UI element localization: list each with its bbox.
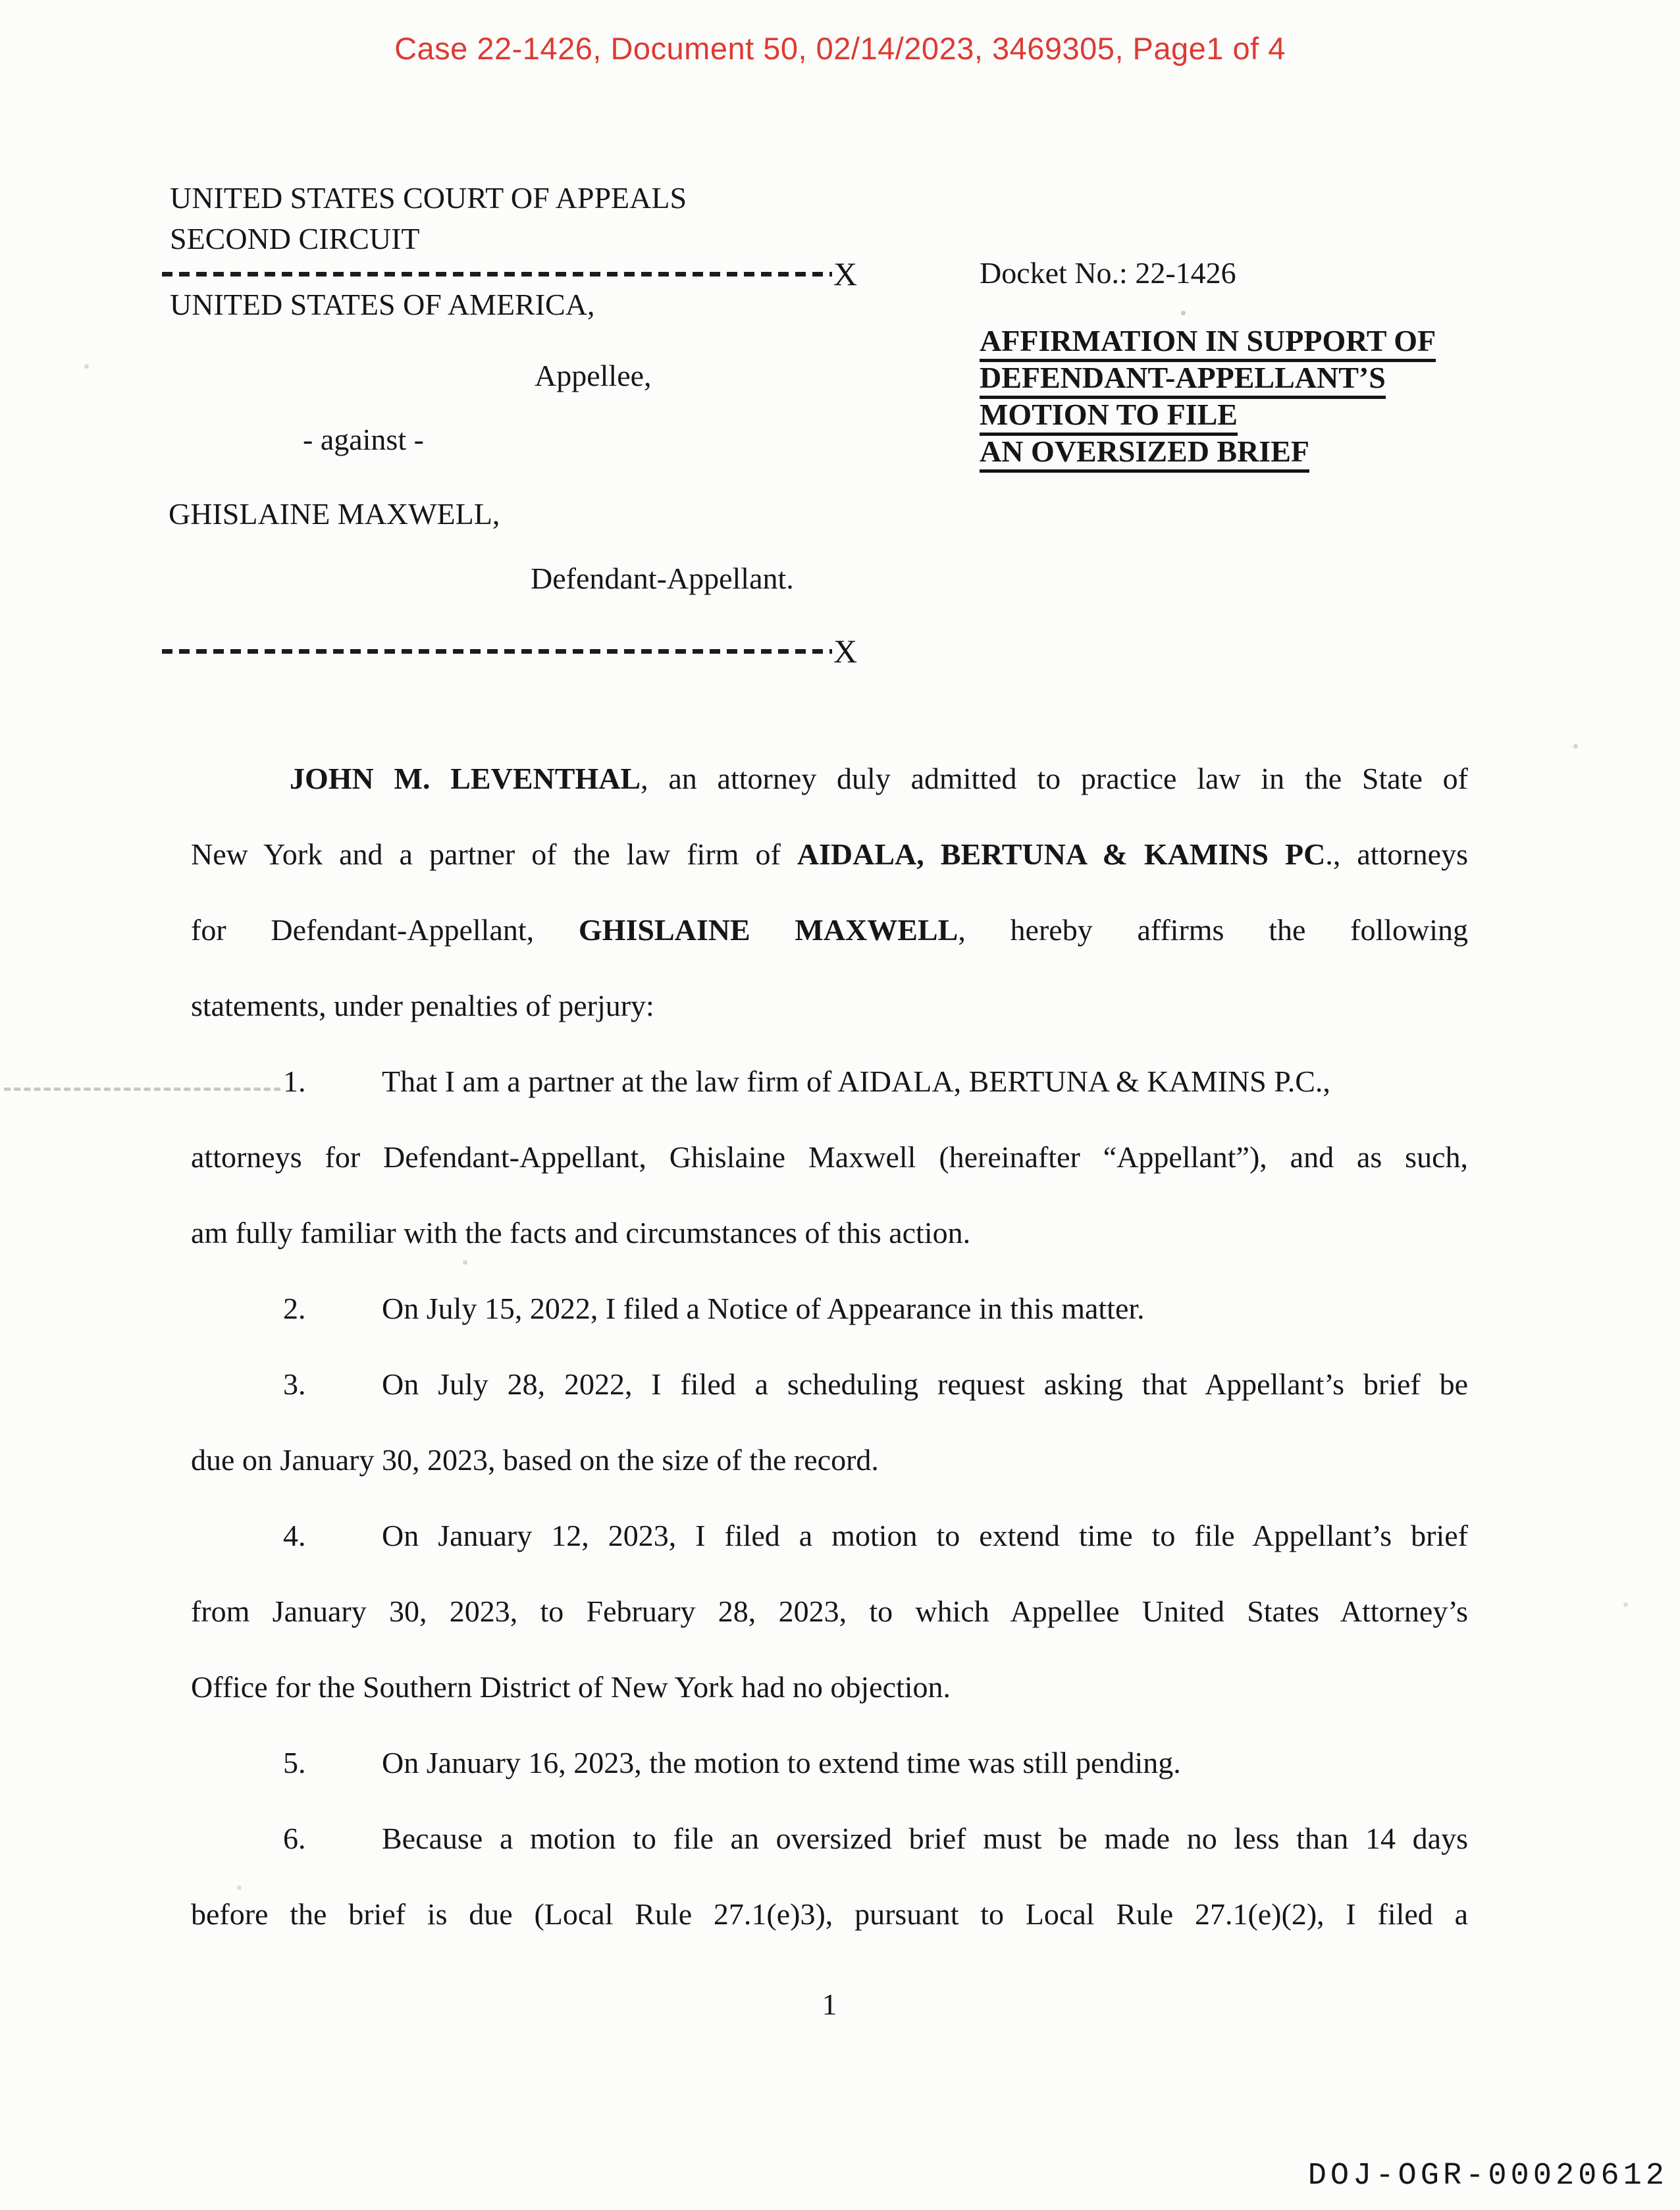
defendant-role: Defendant-Appellant. [531, 562, 794, 595]
body-line-numbered [191, 1043, 1468, 1119]
body-text: On July 15, 2022, I filed a Notice of Appearance in this matter. [382, 1292, 1145, 1325]
paragraph-number: 2. [283, 1292, 306, 1325]
body-line-numbered [191, 1498, 1468, 1573]
body-text: attorneys for Defendant-Appellant, Ghislaine Maxwell (hereinafter “Appellant”), and as such, [191, 1140, 1468, 1174]
page-number: 1 [822, 1987, 837, 2021]
caption-divider-bottom [162, 634, 866, 668]
body-text: am fully familiar with the facts and circumstances of this action. [191, 1216, 971, 1250]
bates-number: DOJ-OGR-00020612 [1307, 2159, 1668, 2194]
dashed-line [162, 272, 832, 276]
law-firm-name: AIDALA, BERTUNA & KAMINS PC [797, 837, 1326, 871]
filing-title-text: MOTION TO FILE [980, 400, 1238, 436]
attorney-name: JOHN M. LEVENTHAL [290, 762, 641, 795]
paragraph-number: 3. [283, 1367, 306, 1401]
body-text: for Defendant-Appellant, [191, 913, 579, 947]
filing-title-line [980, 396, 1436, 433]
paragraph-number: 6. [283, 1822, 306, 1855]
client-name: GHISLAINE MAXWELL [578, 913, 958, 947]
body-line [191, 968, 1468, 1043]
filing-title [980, 323, 1436, 470]
body-text: statements, under penalties of perjury: [191, 989, 654, 1022]
paragraph-number: 4. [283, 1519, 306, 1552]
plaintiff-name: UNITED STATES OF AMERICA, [170, 288, 595, 321]
body-text: On July 28, 2022, I filed a scheduling request asking that Appellant’s brief be [382, 1367, 1468, 1401]
body-text: ., attorneys [1325, 837, 1468, 871]
scan-artifact [4, 1088, 280, 1091]
body-text: On January 12, 2023, I filed a motion to extend time to file Appellant’s brief [382, 1519, 1468, 1552]
body-text: before the brief is due (Local Rule 27.1(e)3), pursuant to Local Rule 27.1(e)(2), I filed a [191, 1897, 1468, 1931]
filing-title-line [980, 323, 1436, 359]
filing-title-line [980, 433, 1436, 470]
body-line [191, 1422, 1468, 1498]
plaintiff-role: Appellee, [535, 359, 652, 392]
body-line [191, 892, 1468, 968]
filing-title-text: AFFIRMATION IN SUPPORT OF [980, 326, 1436, 362]
caption-x-mark: X [833, 633, 858, 670]
filing-title-text: AN OVERSIZED BRIEF [980, 436, 1309, 473]
filing-title-text: DEFENDANT-APPELLANT’S [980, 363, 1386, 399]
body-text: New York and a partner of the law firm of [191, 837, 797, 871]
court-name-line1: UNITED STATES COURT OF APPEALS [170, 181, 687, 215]
caption-divider-top [162, 257, 866, 291]
body-text: from January 30, 2023, to February 28, 2023, to which Appellee United States Attorney’s [191, 1594, 1468, 1628]
body-text: , an attorney duly admitted to practice law in the State of [641, 762, 1468, 795]
caption-x-mark: X [833, 255, 858, 292]
body-line [191, 741, 1468, 816]
body-line [191, 1119, 1468, 1195]
versus-label: - against - [303, 423, 424, 456]
body-line [191, 1573, 1468, 1649]
paragraph-number: 1. [283, 1065, 306, 1098]
ecf-stamp: Case 22-1426, Document 50, 02/14/2023, 3469305, Page1 of 4 [394, 31, 1286, 66]
paragraph-number: 5. [283, 1746, 306, 1779]
court-name-line2: SECOND CIRCUIT [170, 222, 420, 255]
dashed-line [162, 649, 832, 654]
body-text: That I am a partner at the law firm of AIDALA, BERTUNA & KAMINS P.C., [382, 1065, 1330, 1098]
body-text: due on January 30, 2023, based on the size of the record. [191, 1443, 879, 1477]
docket-number: Docket No.: 22-1426 [980, 256, 1236, 290]
body-text: Office for the Southern District of New York had no objection. [191, 1670, 951, 1704]
filing-title-line [980, 359, 1436, 396]
scan-specks [0, 0, 2, 2]
body-text: , hereby affirms the following [958, 913, 1469, 947]
body-line [191, 1195, 1468, 1271]
body-line [191, 816, 1468, 892]
body-line-numbered [191, 1801, 1468, 1876]
body-line [191, 1876, 1468, 1952]
affirmation-body [191, 741, 1468, 1952]
body-line-numbered [191, 1271, 1468, 1346]
defendant-name: GHISLAINE MAXWELL, [169, 497, 500, 531]
body-text: On January 16, 2023, the motion to extend time was still pending. [382, 1746, 1181, 1779]
body-line-numbered [191, 1725, 1468, 1801]
body-text: Because a motion to file an oversized brief must be made no less than 14 days [382, 1822, 1468, 1855]
body-line [191, 1649, 1468, 1725]
body-line-numbered [191, 1346, 1468, 1422]
